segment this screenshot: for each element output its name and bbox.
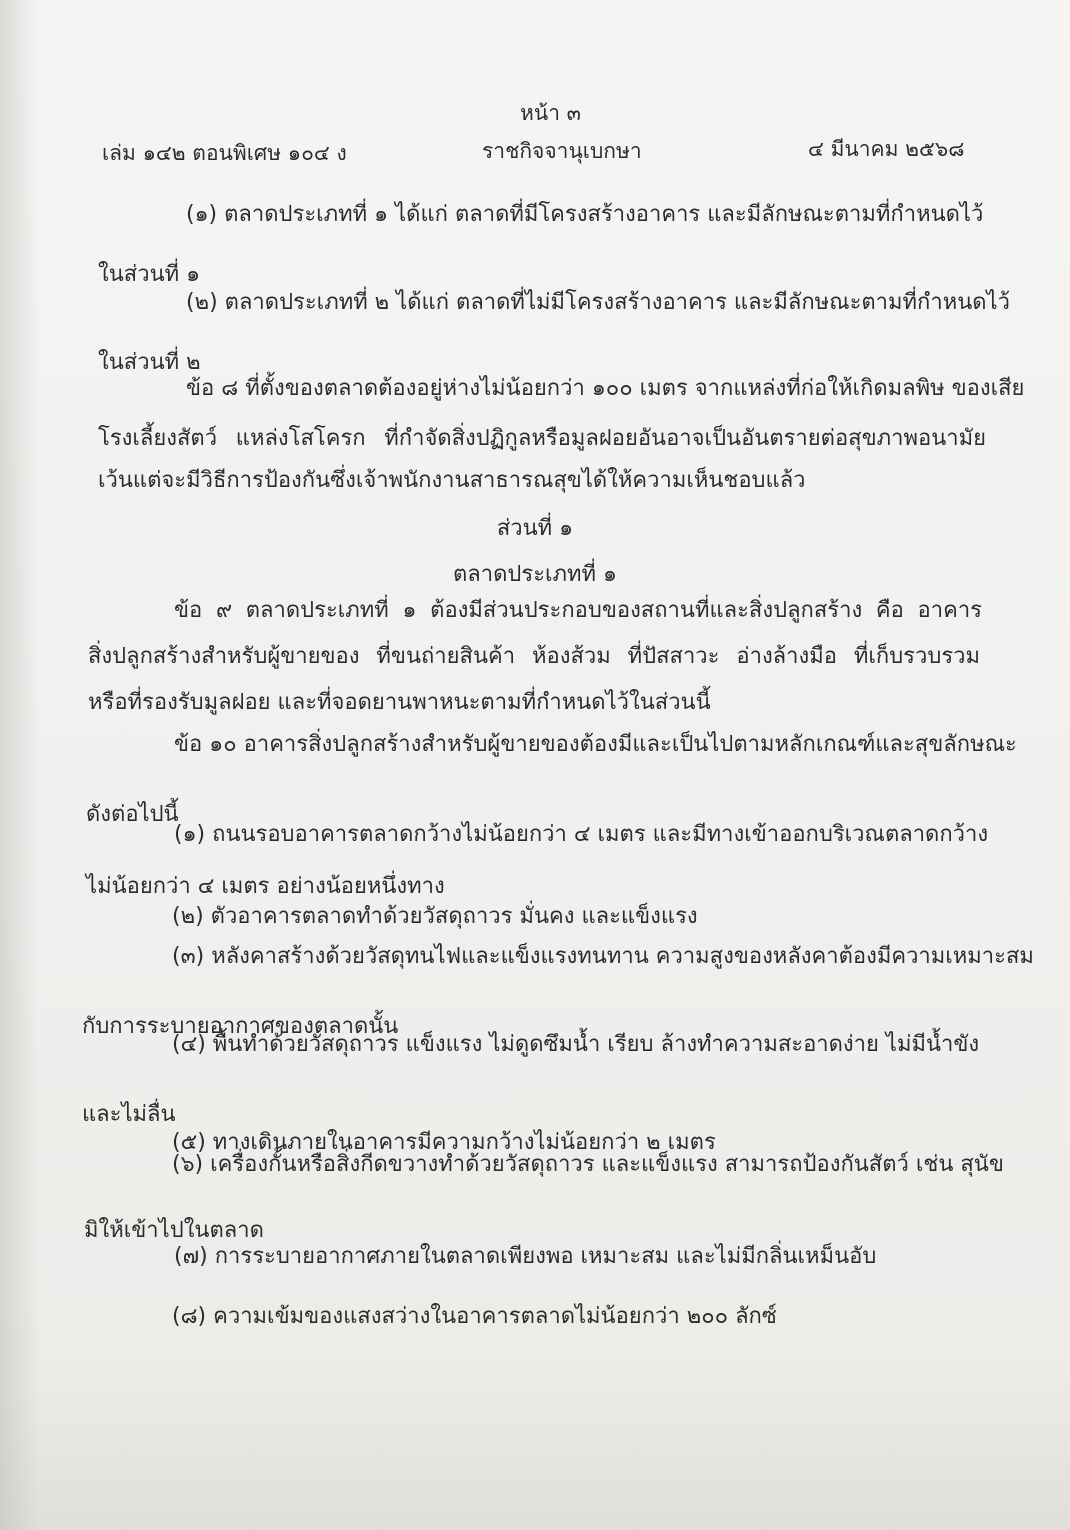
line-item-10-8: (๘) ความเข้มของแสงสว่างในอาคารตลาดไม่น้อยกว่า ๒๐๐ ลักซ์ xyxy=(172,1304,777,1329)
page-shadow-bottom xyxy=(0,1370,1070,1530)
line-item-10-5: (๕) ทางเดินภายในอาคารมีความกว้างไม่น้อยกว่า ๒ เมตร xyxy=(172,1130,716,1155)
section-subheading: ตลาดประเภทที่ ๑ xyxy=(453,562,617,587)
line-article-8: ข้อ ๘ ที่ตั้งของตลาดต้องอยู่ห่างไม่น้อยกว่า ๑๐๐ เมตร จากแหล่งที่ก่อให้เกิดมลพิษ ของเสีย xyxy=(186,376,1025,401)
line-item-10-3: (๓) หลังคาสร้างด้วยวัสดุทนไฟและแข็งแรงทนทาน ความสูงของหลังคาต้องมีความเหมาะสม xyxy=(172,944,1034,969)
line-clause-7-1: (๑) ตลาดประเภทที่ ๑ ได้แก่ ตลาดที่มีโครงสร้างอาคาร และมีลักษณะตามที่กำหนดไว้ xyxy=(186,202,984,227)
line-article-8-end: เว้นแต่จะมีวิธีการป้องกันซึ่งเจ้าพนักงานสาธารณสุขได้ให้ความเห็นชอบแล้ว xyxy=(98,468,806,493)
line-item-10-4-cont: และไม่ลื่น xyxy=(82,1102,176,1127)
line-item-10-4: (๔) พื้นทำด้วยวัสดุถาวร แข็งแรง ไม่ดูดซึมน้ำ เรียบ ล้างทำความสะอาดง่าย ไม่มีน้ำขัง xyxy=(172,1032,980,1057)
line-article-10: ข้อ ๑๐ อาคารสิ่งปลูกสร้างสำหรับผู้ขายของต้องมีและเป็นไปตามหลักเกณฑ์และสุขลักษณะ xyxy=(174,732,1017,757)
line-item-10-6-cont: มิให้เข้าไปในตลาด xyxy=(84,1218,264,1243)
line-item-10-1: (๑) ถนนรอบอาคารตลาดกว้างไม่น้อยกว่า ๔ เมตร และมีทางเข้าออกบริเวณตลาดกว้าง xyxy=(174,822,989,847)
header-date: ๔ มีนาคม ๒๕๖๘ xyxy=(808,137,965,161)
line-article-9-cont: สิ่งปลูกสร้างสำหรับผู้ขายของ ที่ขนถ่ายสินค้า ห้องส้วม ที่ปัสสาวะ อ่างล้างมือ ที่เก็บรวบรวม xyxy=(88,644,980,669)
line-item-10-2: (๒) ตัวอาคารตลาดทำด้วยวัสดุถาวร มั่นคง และแข็งแรง xyxy=(172,904,698,929)
header-volume: เล่ม ๑๔๒ ตอนพิเศษ ๑๐๔ ง xyxy=(102,141,347,165)
line-article-8-cont: โรงเลี้ยงสัตว์ แหล่งโสโครก ที่กำจัดสิ่งปฏิกูลหรือมูลฝอยอันอาจเป็นอันตรายต่อสุขภาพอนามัย xyxy=(98,426,986,451)
line-item-10-6: (๖) เครื่องกั้นหรือสิ่งกีดขวางทำด้วยวัสดุถาวร และแข็งแรง สามารถป้องกันสัตว์ เช่น สุนัข xyxy=(172,1152,1004,1177)
header-gazette-name: ราชกิจจานุเบกษา xyxy=(482,139,642,163)
line-item-10-3-cont: กับการระบายอากาศของตลาดนั้น xyxy=(82,1014,399,1039)
header-page-number: หน้า ๓ xyxy=(520,101,582,125)
line-clause-7-2-cont: ในส่วนที่ ๒ xyxy=(98,350,201,375)
line-item-10-7: (๗) การระบายอากาศภายในตลาดเพียงพอ เหมาะสม และไม่มีกลิ่นเหม็นอับ xyxy=(174,1244,877,1269)
line-clause-7-1-cont: ในส่วนที่ ๑ xyxy=(98,262,201,287)
line-clause-7-2: (๒) ตลาดประเภทที่ ๒ ได้แก่ ตลาดที่ไม่มีโครงสร้างอาคาร และมีลักษณะตามที่กำหนดไว้ xyxy=(186,290,1010,315)
line-article-10-cont: ดังต่อไปนี้ xyxy=(86,802,179,827)
line-item-10-1-cont: ไม่น้อยกว่า ๔ เมตร อย่างน้อยหนึ่งทาง xyxy=(86,874,445,899)
line-article-9-end: หรือที่รองรับมูลฝอย และที่จอดยานพาหนะตามที่กำหนดไว้ในส่วนนี้ xyxy=(88,690,711,715)
page-shadow-left xyxy=(0,0,40,1530)
line-article-9: ข้อ ๙ ตลาดประเภทที่ ๑ ต้องมีส่วนประกอบของสถานที่และสิ่งปลูกสร้าง คือ อาคาร xyxy=(174,598,982,623)
section-heading: ส่วนที่ ๑ xyxy=(496,516,574,541)
